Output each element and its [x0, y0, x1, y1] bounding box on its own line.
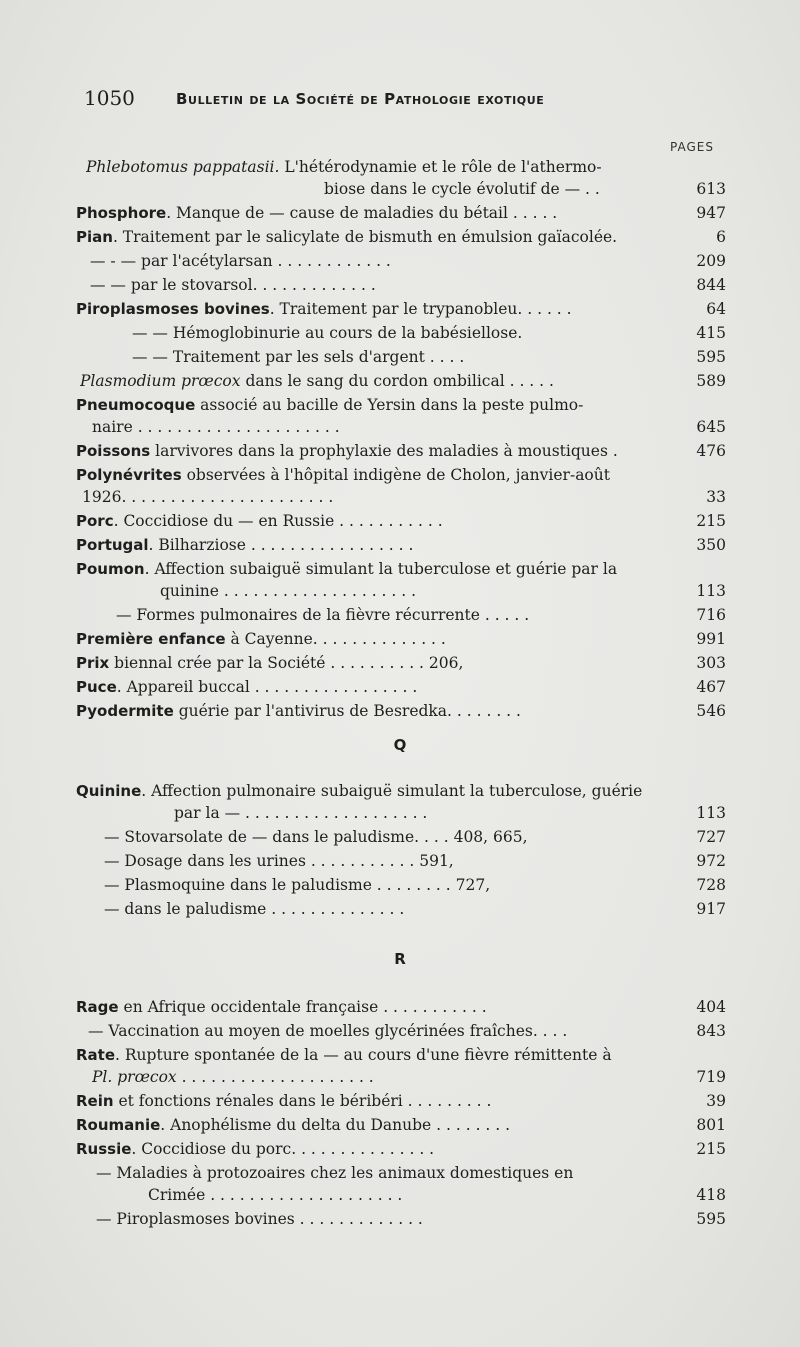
index-line	[76, 1184, 726, 1206]
index-line	[76, 226, 726, 248]
entry-text: observées à l'hôpital indigène de Cholon, janvier-août	[181, 466, 610, 484]
entry-text: . . . . . . . . . . . . . . . . . . . .	[176, 1068, 374, 1086]
page-ref: 947	[696, 204, 726, 222]
entry-text: à Cayenne. . . . . . . . . . . . . .	[225, 630, 446, 648]
entry-text: par la — . . . . . . . . . . . . . . . . . . .	[174, 804, 428, 822]
index-line	[76, 826, 726, 848]
entry-keyword: Rate	[76, 1046, 116, 1064]
page-ref: 589	[696, 372, 726, 390]
entry-text: — — Traitement par les sels d'argent . . . .	[132, 348, 465, 366]
page-ref: 991	[696, 630, 726, 648]
page-ref: 404	[696, 998, 726, 1016]
entry-keyword: Puce	[76, 678, 117, 696]
page-ref: 39	[706, 1092, 726, 1110]
index-line	[76, 1066, 726, 1088]
page-ref: 476	[696, 442, 726, 460]
entry-text: — dans le paludisme . . . . . . . . . . . . . .	[104, 900, 405, 918]
entry-text: — — par le stovarsol. . . . . . . . . . . . .	[90, 276, 376, 294]
page-ref: 113	[696, 804, 726, 822]
index-line	[76, 486, 726, 508]
entry-text: . Bilharziose . . . . . . . . . . . . . . . . .	[148, 536, 414, 554]
index-line	[76, 1162, 726, 1184]
page-ref: 716	[696, 606, 726, 624]
entry-keyword: Phosphore	[76, 204, 167, 222]
page-ref: 303	[696, 654, 726, 672]
index-line	[76, 604, 726, 626]
entry-text: — Maladies à protozoaires chez les animaux domestiques en	[96, 1164, 574, 1182]
index-line	[76, 346, 726, 368]
entry-keyword: Polynévrites	[76, 466, 182, 484]
entry-keyword: Phlebotomus pappatasii.	[86, 158, 280, 176]
running-title: Bulletin de la Société de Pathologie exotique	[176, 90, 545, 108]
entry-text: . Appareil buccal . . . . . . . . . . . . . . . . .	[116, 678, 418, 696]
entry-text: — Stovarsolate de — dans le paludisme. . . . 408, 665,	[104, 828, 528, 846]
index-line	[76, 534, 726, 556]
index-line	[76, 1138, 726, 1160]
index-line	[76, 464, 726, 486]
page-ref: 6	[716, 228, 726, 246]
entry-keyword: Pl. prœcox	[92, 1068, 177, 1086]
page-ref: 113	[696, 582, 726, 600]
page-ref: 467	[696, 678, 726, 696]
page-ref: 215	[696, 512, 726, 530]
entry-text: . Coccidiose du — en Russie . . . . . . . . . . .	[113, 512, 443, 530]
page-ref: 350	[696, 536, 726, 554]
index-line	[76, 370, 726, 392]
page-ref: 719	[696, 1068, 726, 1086]
page-ref: 613	[696, 180, 726, 198]
entry-text: — Dosage dans les urines . . . . . . . . . . . 591,	[104, 852, 454, 870]
index-line	[76, 510, 726, 532]
index-line	[76, 874, 726, 896]
index-line	[76, 1208, 726, 1230]
index-line	[76, 322, 726, 344]
entry-text: Crimée . . . . . . . . . . . . . . . . . . . .	[148, 1186, 403, 1204]
index-line	[76, 652, 726, 674]
index-line	[76, 996, 726, 1018]
entry-keyword: Prix	[76, 654, 110, 672]
entry-text: — — Hémoglobinurie au cours de la babésiellose.	[132, 324, 523, 342]
index-line	[76, 250, 726, 272]
section-letter-r: R	[394, 950, 406, 968]
entry-text: — Piroplasmoses bovines . . . . . . . . . . . . .	[96, 1210, 423, 1228]
index-line	[76, 580, 726, 602]
entry-keyword: Pneumocoque	[76, 396, 196, 414]
page-ref: 546	[696, 702, 726, 720]
entry-text: quinine . . . . . . . . . . . . . . . . . . . .	[160, 582, 417, 600]
entry-text: 1926. . . . . . . . . . . . . . . . . . . . . .	[82, 488, 334, 506]
entry-text: associé au bacille de Yersin dans la peste pulmo-	[195, 396, 584, 414]
entry-text: naire . . . . . . . . . . . . . . . . . . . . .	[92, 418, 340, 436]
entry-text: — - — par l'acétylarsan . . . . . . . . . . . .	[90, 252, 391, 270]
index-line	[76, 780, 726, 802]
entry-keyword: Portugal	[76, 536, 149, 554]
index-line	[76, 628, 726, 650]
entry-text: . Coccidiose du porc. . . . . . . . . . . . . . .	[131, 1140, 435, 1158]
entry-keyword: Poumon	[76, 560, 145, 578]
index-line	[76, 1114, 726, 1136]
entry-text: — Plasmoquine dans le paludisme . . . . . . . . 727,	[104, 876, 491, 894]
page-ref: 595	[696, 1210, 726, 1228]
index-line	[76, 1090, 726, 1112]
index-line	[76, 898, 726, 920]
entry-text: biennal crée par la Société . . . . . . . . . . 206,	[109, 654, 464, 672]
entry-keyword: Plasmodium prœcox	[80, 372, 241, 390]
entry-keyword: Quinine	[76, 782, 142, 800]
page-ref: 209	[696, 252, 726, 270]
page-ref: 917	[696, 900, 726, 918]
page-ref: 972	[696, 852, 726, 870]
entry-text: . Anophélisme du delta du Danube . . . . . . . .	[160, 1116, 511, 1134]
section-letter-q: Q	[393, 736, 407, 754]
entry-keyword: Pyodermite	[76, 702, 174, 720]
entry-keyword: Piroplasmoses bovines	[76, 300, 270, 318]
entry-text: . Traitement par le trypanobleu. . . . . .	[269, 300, 572, 318]
entry-keyword: Rage	[76, 998, 119, 1016]
entry-text: — Formes pulmonaires de la fièvre récurrente . . . . .	[116, 606, 530, 624]
entry-text: larvivores dans la prophylaxie des maladies à moustiques .	[150, 442, 618, 460]
entry-text: . Manque de — cause de maladies du bétail . . . . .	[166, 204, 558, 222]
entry-text: L'hétérodynamie et le rôle de l'athermo-	[279, 158, 602, 176]
index-line	[76, 394, 726, 416]
entry-text: guérie par l'antivirus de Besredka. . . . . . . .	[173, 702, 521, 720]
page-ref: 728	[696, 876, 726, 894]
entry-keyword: Poissons	[76, 442, 151, 460]
index-line	[76, 156, 726, 178]
index-line	[76, 700, 726, 722]
pages-column-label: PAGES	[670, 140, 714, 154]
entry-text: . Affection pulmonaire subaiguë simulant la tuberculose, guérie	[141, 782, 643, 800]
index-line	[76, 440, 726, 462]
entry-text: biose dans le cycle évolutif de — . .	[324, 180, 600, 198]
page-ref: 844	[696, 276, 726, 294]
index-line	[76, 676, 726, 698]
index-line	[76, 298, 726, 320]
page-number: 1050	[84, 86, 135, 110]
entry-keyword: Russie	[76, 1140, 132, 1158]
entry-text: et fonctions rénales dans le béribéri . . . . . . . . .	[113, 1092, 492, 1110]
index-line	[76, 274, 726, 296]
index-line	[76, 416, 726, 438]
page-ref: 801	[696, 1116, 726, 1134]
page-ref: 843	[696, 1022, 726, 1040]
entry-keyword: Porc	[76, 512, 114, 530]
index-line	[76, 802, 726, 824]
page-ref: 33	[706, 488, 726, 506]
page-ref: 215	[696, 1140, 726, 1158]
entry-keyword: Roumanie	[76, 1116, 161, 1134]
entry-text: . Traitement par le salicylate de bismuth en émulsion gaïacolée.	[112, 228, 618, 246]
entry-text: — Vaccination au moyen de moelles glycérinées fraîches. . . .	[88, 1022, 568, 1040]
page-ref: 418	[696, 1186, 726, 1204]
page-ref: 415	[696, 324, 726, 342]
index-line	[76, 1044, 726, 1066]
entry-keyword: Pian	[76, 228, 113, 246]
index-line	[76, 558, 726, 580]
entry-keyword: Rein	[76, 1092, 114, 1110]
index-line	[76, 178, 726, 200]
index-line	[76, 1020, 726, 1042]
entry-keyword: Première enfance	[76, 630, 226, 648]
index-line	[76, 202, 726, 224]
entry-text: dans le sang du cordon ombilical . . . . .	[240, 372, 554, 390]
entry-text: . Rupture spontanée de la — au cours d'une fièvre rémittente à	[115, 1046, 612, 1064]
index-line	[76, 850, 726, 872]
page-ref: 727	[696, 828, 726, 846]
entry-text: . Affection subaiguë simulant la tuberculose et guérie par la	[144, 560, 618, 578]
entry-text: en Afrique occidentale française . . . . . . . . . . .	[118, 998, 487, 1016]
page-ref: 64	[706, 300, 726, 318]
page-ref: 595	[696, 348, 726, 366]
page-ref: 645	[696, 418, 726, 436]
